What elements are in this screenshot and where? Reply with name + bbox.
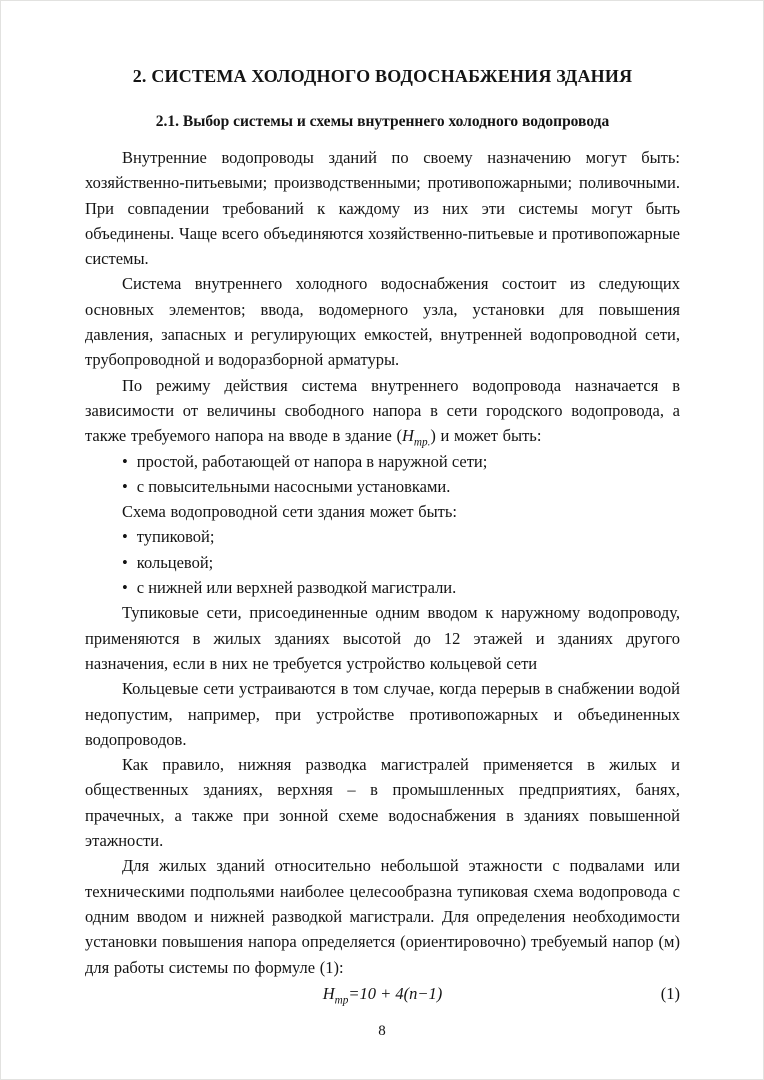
paragraph-ring-networks: Кольцевые сети устраиваются в том случае, когда перерыв в снабжении водой недопустим, например, при устройстве противопожарных и объединенных водопроводов. [85,679,680,749]
bullet-icon: • [122,578,128,598]
list-item [85,524,680,549]
chapter-title: 2. СИСТЕМА ХОЛОДНОГО ВОДОСНАБЖЕНИЯ ЗДАНИЯ [132,66,633,86]
page-number: 8 [378,1023,386,1039]
bullet-icon: • [122,451,128,471]
formula-line [85,981,680,1006]
bullet-list-system-types [85,449,680,500]
formula-subscript: тр [334,994,349,1007]
bullet-list-network-schemes [85,524,680,600]
inline-formula-htr [401,426,431,449]
list-item-text: простой, работающей от напора в наружной сети; [136,451,488,471]
paragraph-distribution: Как правило, нижняя разводка магистралей применяется в жилых и общественных зданиях, верхняя – в промышленных предприятиях, банях, прачечных, а также при зонной схеме водоснабжения в зданиях повышенной этажности. [85,755,680,851]
paragraph-intro: Внутренние водопроводы зданий по своему назначению могут быть: хозяйственно-питьевыми; производственными; противопожарными; поливочными. При совпадении требований к каждому из них эти системы могут быть объединены. Чаще всего объединяются хозяйственно-питьевые и противопожарные системы. [85,148,680,269]
list-item [85,550,680,575]
list-item-text: с повысительными насосными установками. [136,476,451,496]
list-item-text: с нижней или верхней разводкой магистрали. [136,578,457,598]
formula-body: =10 + 4(n−1) [348,983,443,1003]
paragraph-operation-mode [85,373,680,449]
formula-number: (1) [660,983,680,1003]
paragraph-network-scheme: Схема водопроводной сети здания может быть: [122,502,458,522]
list-item-text: тупиковой; [136,527,215,547]
paragraph-dead-end-networks: Тупиковые сети, присоединенные одним вводом к наружному водопроводу, применяются в жилых зданиях высотой до 12 этажей и зданиях другого назначения, если в них не требуется устройство кольцевой сети [85,603,680,673]
formula-expression [322,983,443,1007]
list-item [85,575,680,600]
bullet-icon: • [122,527,128,547]
paragraph-residential: Для жилых зданий относительно небольшой этажности с подвалами или техническими подпольями наиболее целесообразна тупиковая схема водопровода с одним вводом и нижней разводкой магистрали. Для определения необходимости установки повышения напора определяется (ориентировочно) требуемый напор (м) для работы системы по формуле (1): [85,856,680,977]
paragraph-system-elements: Система внутреннего холодного водоснабжения состоит из следующих основных элементов; ввода, водомерного узла, установки для повышения давления, запасных и регулирующих емкостей, внутренней водопроводной сети, трубопроводной и водоразборной арматуры. [85,274,680,370]
paragraph-text-before: По режиму действия система внутреннего водопровода назначается в зависимости от величины свободного напора в сети городского водопровода, а также требуемого напора на вводе в здание ( [85,375,680,446]
list-item [85,474,680,499]
list-item-text: кольцевой; [136,552,214,572]
formula-variable: Н [401,426,414,446]
page-content [85,66,680,1006]
list-item [85,449,680,474]
bullet-icon: • [122,552,128,572]
paragraph-text-after: ) и может быть: [430,426,542,446]
section-title: 2.1. Выбор системы и схемы внутреннего холодного водопровода [155,113,610,130]
formula-subscript: тр. [413,436,431,449]
bullet-icon: • [122,476,128,496]
formula-variable: Н [322,983,335,1003]
